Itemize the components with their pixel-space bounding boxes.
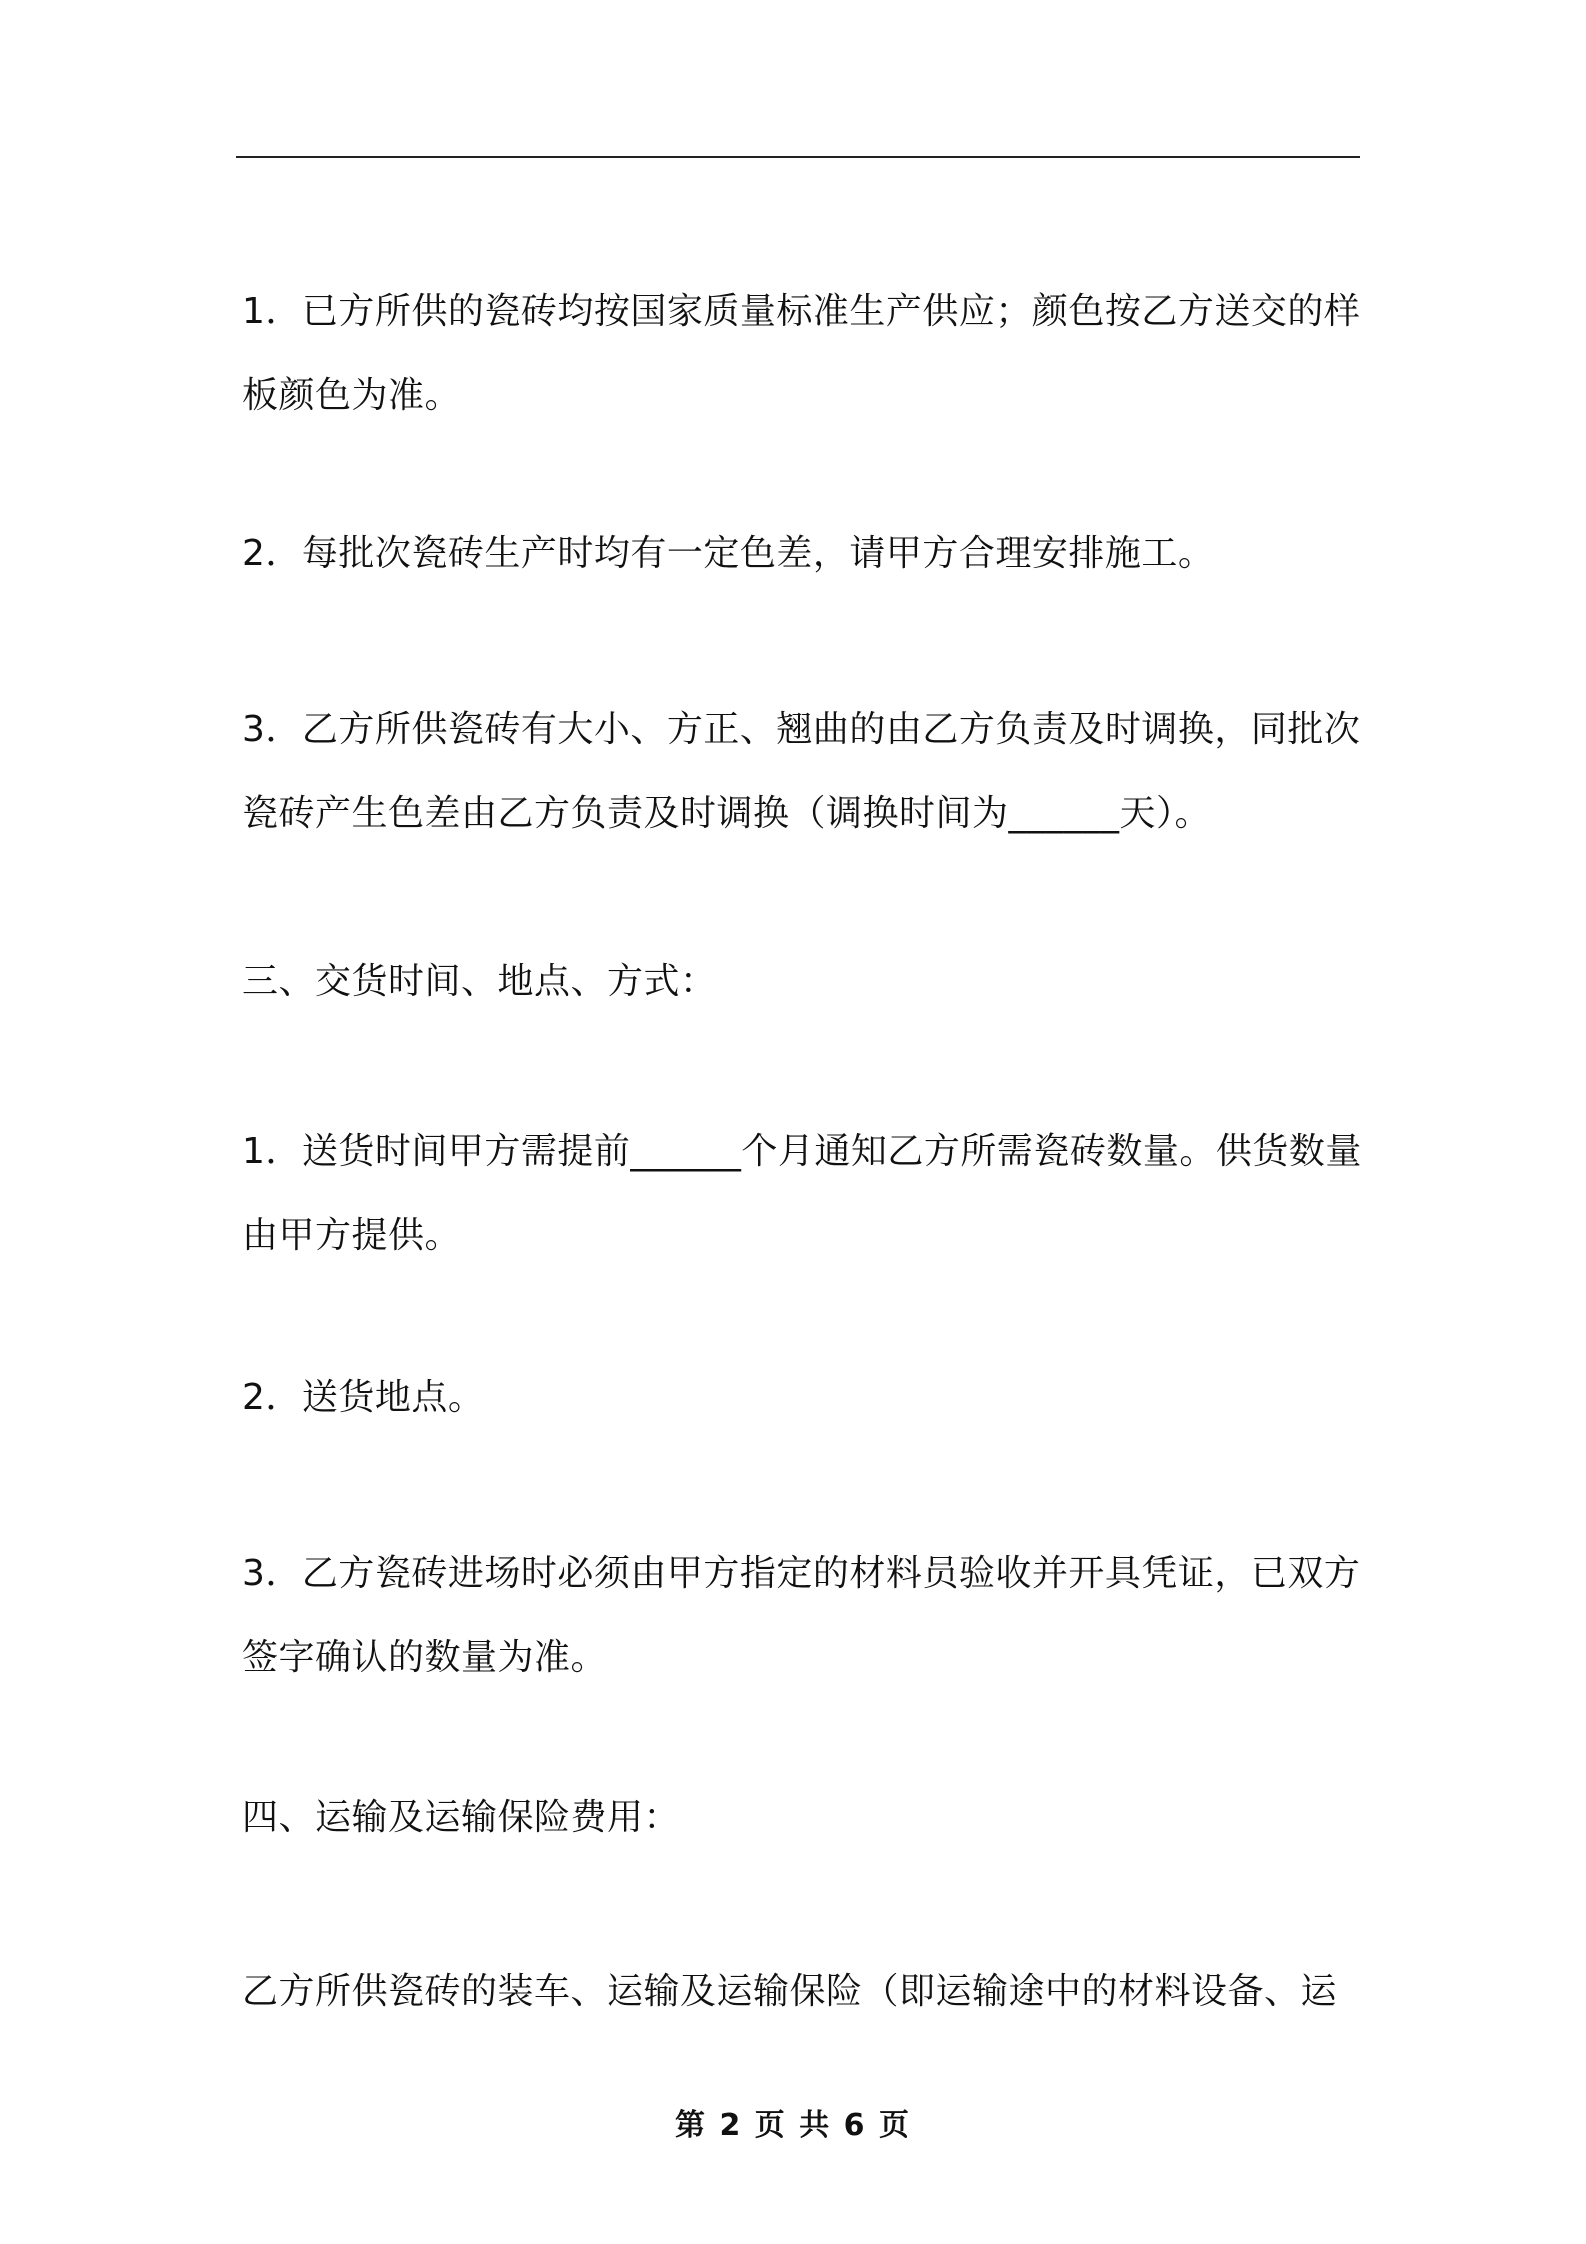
clause-color-difference: 2．每批次瓷砖生产时均有一定色差，请甲方合理安排施工。 — [242, 533, 1215, 574]
section-heading-delivery: 三、交货时间、地点、方式： — [242, 961, 717, 1002]
clause-delivery-location: 2．送货地点。 — [242, 1377, 485, 1418]
clause-replacement: 3．乙方所供瓷砖有大小、方正、翘曲的由乙方负责及时调换，同批次瓷砖产生色差由乙方负责及时调换（调换时间为______天）。 — [242, 709, 1361, 834]
clause-transport-insurance: 乙方所供瓷砖的装车、运输及运输保险（即运输途中的材料设备、运 — [242, 1971, 1338, 2012]
section-heading-transport: 四、运输及运输保险费用： — [242, 1797, 681, 1838]
clause-quality-standard: 1．已方所供的瓷砖均按国家质量标准生产供应；颜色按乙方送交的样板颜色为准。 — [242, 291, 1361, 416]
header-divider — [236, 156, 1360, 158]
page-number: 第 2 页 共 6 页 — [675, 2108, 911, 2143]
clause-acceptance: 3．乙方瓷砖进场时必须由甲方指定的材料员验收并开具凭证，已双方签字确认的数量为准。 — [242, 1553, 1361, 1678]
clause-delivery-time: 1．送货时间甲方需提前______个月通知乙方所需瓷砖数量。供货数量由甲方提供。 — [242, 1131, 1362, 1256]
